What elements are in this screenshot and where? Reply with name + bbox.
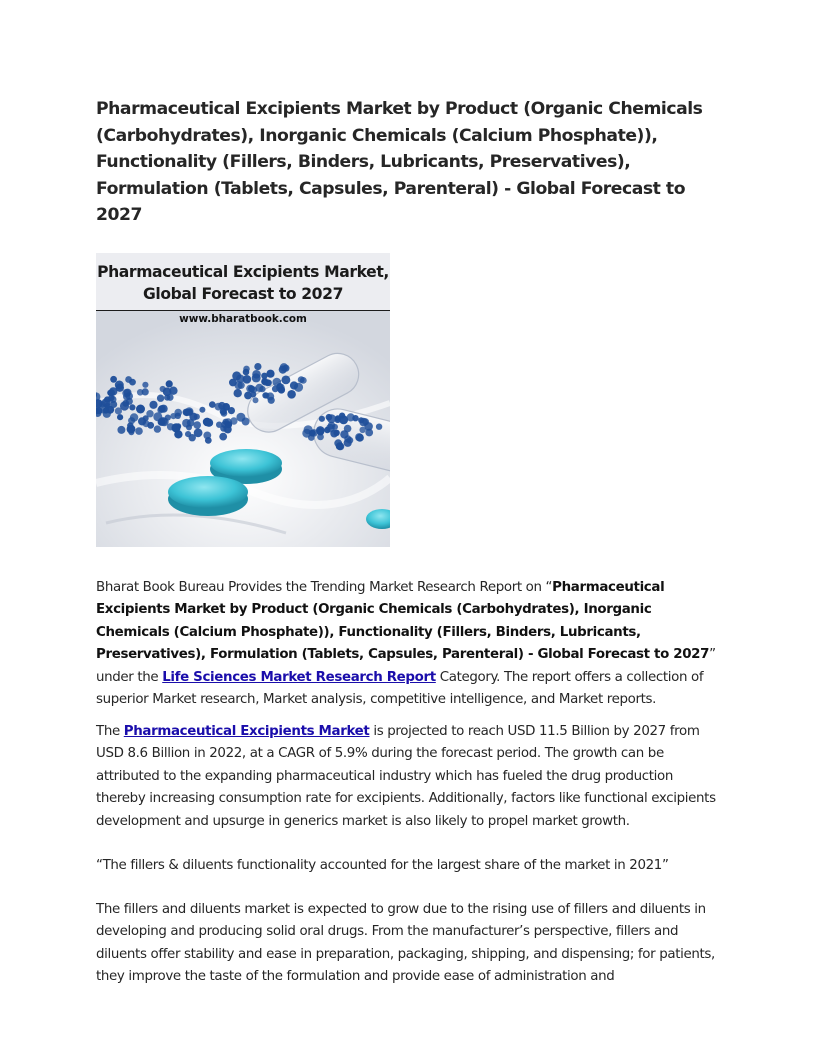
pill-bead [219,432,227,440]
pill-bead [166,380,173,387]
pill-bead [199,406,205,412]
pill-bead [246,384,254,392]
cover-url: www.bharatbook.com [179,312,307,325]
market-text: is projected to reach USD 11.5 Billion by 2027 from USD 8.6 Billion in 2022, at a CAGR of 5.9% during the forecast period. The growth can be attributed to the expanding pharmaceutical industry which has fueled the drug production thereby increasing consumption rate for excipients. Additionally, factors like functional excipients development and upsurge in generics market is also likely to propel market growth. [96,723,716,829]
pill-bead [158,418,166,426]
pill-bead [122,389,130,397]
pill-bead [282,364,289,371]
pill-bead [128,429,134,435]
pill-bead [262,378,269,385]
pill-bead [333,429,339,435]
pill-bead [287,390,296,399]
pill-bead [332,423,338,429]
pill-bead [154,425,161,432]
fillers-paragraph: The fillers and diluents market is expected to grow due to the rising use of fillers and diluents in developing and producing solid oral drugs. From the manufacturer’s perspective, fillers and diluents offer stability and ease in preparation, packaging, shipping, and dispensing; for patients, they improve the taste of the formulation and provide ease of administration and [96,901,715,984]
pill-bead [186,424,192,430]
report-cover-image [96,253,390,547]
pharmaceutical-excipients-market-link[interactable]: Pharmaceutical Excipients Market [123,723,370,739]
pill-bead [99,404,108,413]
pill-bead [266,369,274,377]
pill-bead [165,414,171,420]
pill-bead [142,381,148,387]
pill-bead [355,433,363,441]
pill-bead [220,407,227,414]
pill-bead [268,396,275,403]
pill-bead [327,414,336,423]
pill-bead [223,424,231,432]
intro-paragraph [96,577,720,712]
pill-bead [376,423,382,429]
pill-bead [205,418,213,426]
pill-bead [107,389,113,395]
pill-bead [127,422,133,428]
intro-mid: ” under the [96,647,716,685]
pill-bead [117,425,125,433]
pill-bead [135,427,143,435]
pill-bead [129,378,136,385]
market-lead: The [96,723,124,739]
pill-bead [185,407,194,416]
pill-bead [359,426,365,432]
pill-bead [157,394,164,401]
life-sciences-category-link[interactable]: Life Sciences Market Research Report [162,669,436,685]
quote-paragraph: “The fillers & diluents functionality accounted for the largest share of the market in 2021” [96,858,669,873]
pill-bead [317,433,324,440]
pill-bead [243,365,250,372]
pill-bead [147,421,154,428]
pill-bead [252,373,261,382]
cover-title-band [96,253,390,311]
pill-bead [236,374,244,382]
pill-bead [294,382,303,391]
pill-bead [129,404,135,410]
pill-bead [209,401,216,408]
pill-bead [117,414,123,420]
pill-bead [263,392,269,398]
pill-bead [228,407,235,414]
pill-bead [185,431,191,437]
pill-bead [324,426,330,432]
pill-bead [242,417,250,425]
pill-bead [194,428,203,437]
pill-bead [109,395,116,402]
pill-bead [149,400,157,408]
pill-bead [116,383,124,391]
market-paragraph [96,721,720,834]
pill-bead [273,377,282,386]
pill-bead [137,405,143,411]
pill-bead [234,389,242,397]
pill-bead [310,429,318,437]
pill-bead [319,415,325,421]
intro-lead: Bharat Book Bureau Provides the Trending Market Research Report on “ [96,579,553,595]
pill-bead [259,385,265,391]
pill-bead [261,372,267,378]
pill-bead [142,388,149,395]
pill-bead [282,375,291,384]
pill-bead [300,377,307,384]
intro-report-name: Pharmaceutical Excipients Market by Product (Organic Chemicals (Carbohydrates), Inorganic Chemicals (Calcium Phosphate)), Functionality (Fillers, Binders, Lubricants, Preservatives), Formulation (Tablets, Capsules, Parenteral) - Global Forecast to 2027 [96,579,710,662]
pill-bead [339,415,348,424]
pill-bead [205,437,212,444]
pill-bead [193,421,201,429]
document-title: Pharmaceutical Excipients Market by Product (Organic Chemicals (Carbohydrates), Inorganic Chemicals (Calcium Phosphate)), Functionality (Fillers, Binders, Lubricants, Preservatives), Formulation (Tablets, Capsules, Parenteral) - Global Forecast to 2027 [96,99,703,225]
pill-bead [254,363,261,370]
intro-tail: Category. The report offers a collection of superior Market research, Market analysis, competitive intelligence, and Market reports. [96,669,704,707]
pill-bead [337,442,344,449]
pill-bead [158,405,165,412]
pill-bead [110,375,117,382]
pill-bead [358,417,364,423]
pill-bead [253,397,259,403]
cover-title: Pharmaceutical Excipients Market, Global Forecast to 2027 [97,262,389,303]
pill-bead [278,386,285,393]
pill-bead [167,393,174,400]
pill-bead [174,408,182,416]
pill-bead [347,437,354,444]
pill-bead [115,407,122,414]
document-page [96,96,720,989]
pill-bead [172,424,180,432]
